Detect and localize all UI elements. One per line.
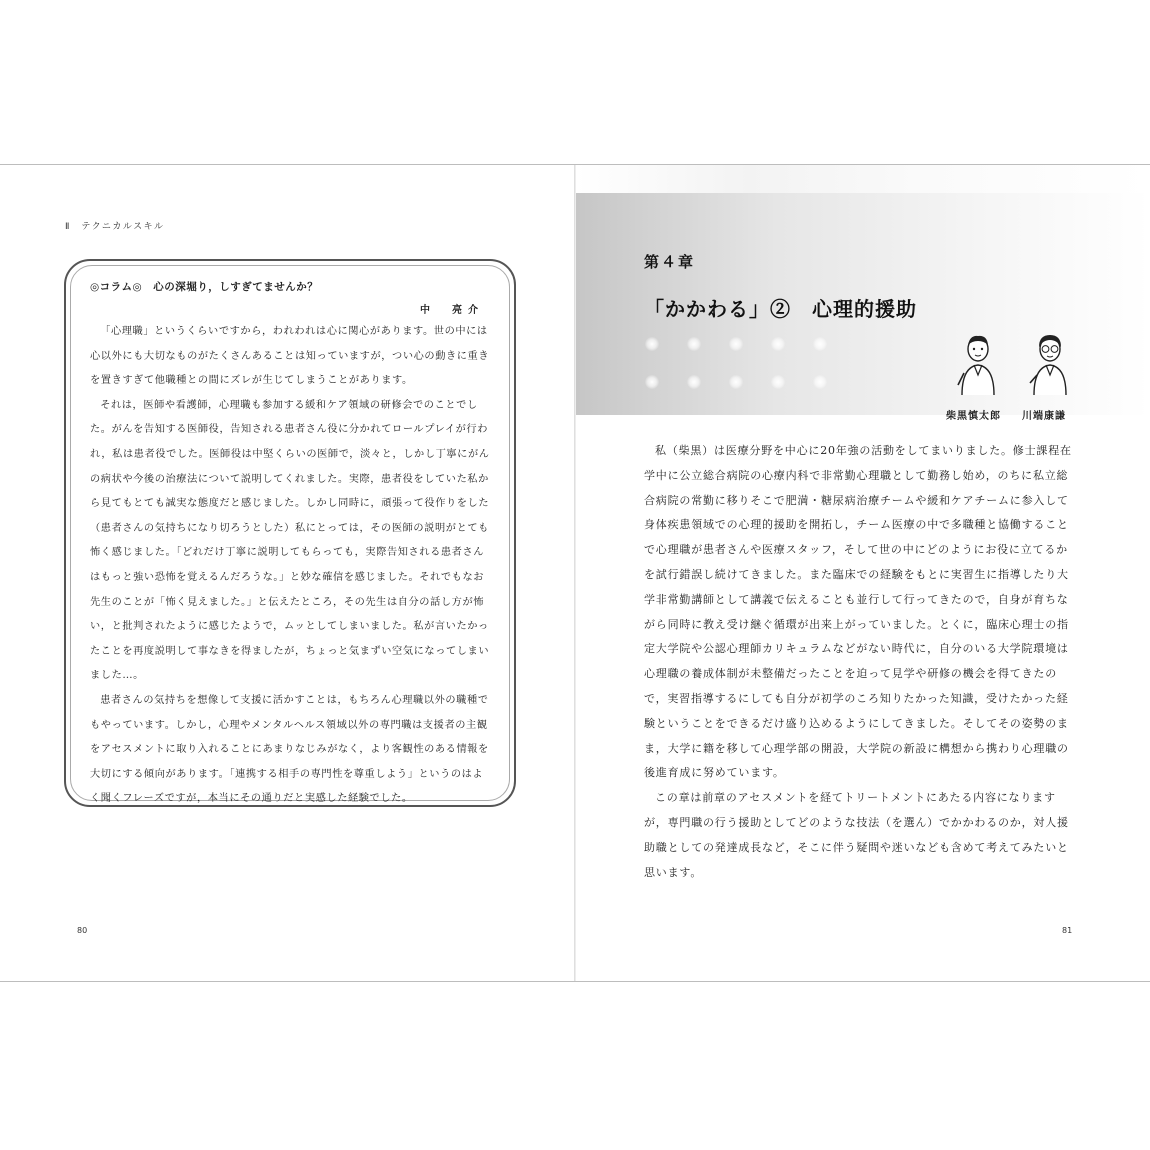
chapter-title: 「かかわる」② 心理的援助 [644,297,917,321]
chapter-intro-text [644,439,1076,885]
column-title: ◎コラム◎ 心の深堀り，しすぎてませんか？ [90,281,319,293]
author-name: 柴黒慎太郎 [946,411,1001,422]
column-paragraph: 「心理職」というくらいですから，われわれは心に関心があります。世の中には心以外にも大切なものがたくさんあることは知っていますが，つい心の動きに重きを置きすぎて他職種との間にズレが生じてしまうことがあります。 [90,326,490,387]
chapter-number: 第４章 [644,253,696,271]
page-number-right: 81 [1062,926,1073,935]
column-body [90,320,492,812]
author-portrait-icon [954,333,1002,395]
chapter-paragraph: この章は前章のアセスメントを経てトリートメントにあたる内容になりますが，専門職の行う援助としてどのような技法（を選ん）でかかわるのか，対人援助職としての発達成長など，そこに伴う疑問や迷いなども含めて考えてみたいと思います。 [644,791,1069,879]
page-number-left: 80 [77,926,88,935]
column-paragraph: それは，医師や看護師，心理職も参加する緩和ケア領域の研修会でのことでした。がんを告知する医師役，告知される患者さん役に分かれてロールプレイが行われ，私は患者役でした。医師役は中堅くらいの医師で，淡々と，しかし丁寧にがんの病状や今後の治療法について説明してくれました。実際，患者役をしていた私から見てもとても誠実な態度だと感じました。しかし同時に，頑張って役作りをした（患者さんの気持ちになり切ろうとした）私にとっては，その医師の説明がとても怖く感じました。「どれだけ丁寧に説明してもらっても，実際告知される患者さんはもっと強い恐怖を覚えるんだろうな。」と妙な確信を感じました。それでもなお先生のことが「怖く見えました。」と伝えたところ，その先生は自分の話し方が怖い，と批判されたように感じたようで，ムッとしてしまいました。私が言いたかったことを再度説明して事なきを得ましたが，ちょっと気まずい空気になってしまいました…。 [90,399,490,682]
author-portrait-icon [1026,333,1074,395]
author-name: 川端康謙 [1022,411,1066,422]
column-paragraph: 患者さんの気持ちを想像して支援に活かすことは，もちろん心理職以外の職種でもやっています。しかし，心理やメンタルヘルス領域以外の専門職は支援者の主観をアセスメントに取り入れることにあまりなじみがなく，より客観性のある情報を大切にする傾向があります。「連携する相手の専門性を尊重しよう」というのはよく聞くフレーズですが，本当にその通りだと実感した経験でした。 [90,694,489,805]
column-author: 中 亮介 [420,305,484,316]
book-spread [0,164,1150,982]
chapter-paragraph: 私（柴黒）は医療分野を中心に20年強の活動をしてまいりました。修士課程在学中に公立総合病院の心療内科で非常勤心理職として勤務し始め，のちに私立総合病院の常勤に移りそこで肥満・糖尿病治療チームや緩和ケアチームに参入して身体疾患領域での心理的援助を開拓し，チーム医療の中で多職種と協働することで心理職が患者さんや医療スタッフ，そして世の中にどのようにお役に立てるかを試行錯誤し続けてきました。また臨床での経験をもとに実習生に指導したり大学非常勤講師として講義で伝えることも並行して行ってきたので，自身が育ちながら同時に教え受け継ぐ循環が出来上がっていました。とくに，臨床心理士の指定大学院や公認心理師カリキュラムなどがない時代に，自分のいる大学院環境は心理職の養成体制が未整備だったことを迫って見学や研修の機会を得てきたので，実習指導するにしても自分が初学のころ知りたかった知識，受けたかった経験ということをできるだけ盛り込めるようにしてきました。そしてその姿勢のまま，大学に籍を移して心理学部の開設，大学院の新設に構想から携わり心理職の後進育成に努めています。 [644,444,1072,780]
running-head: Ⅱ テクニカルスキル [65,222,165,232]
decorative-dots [645,337,845,397]
